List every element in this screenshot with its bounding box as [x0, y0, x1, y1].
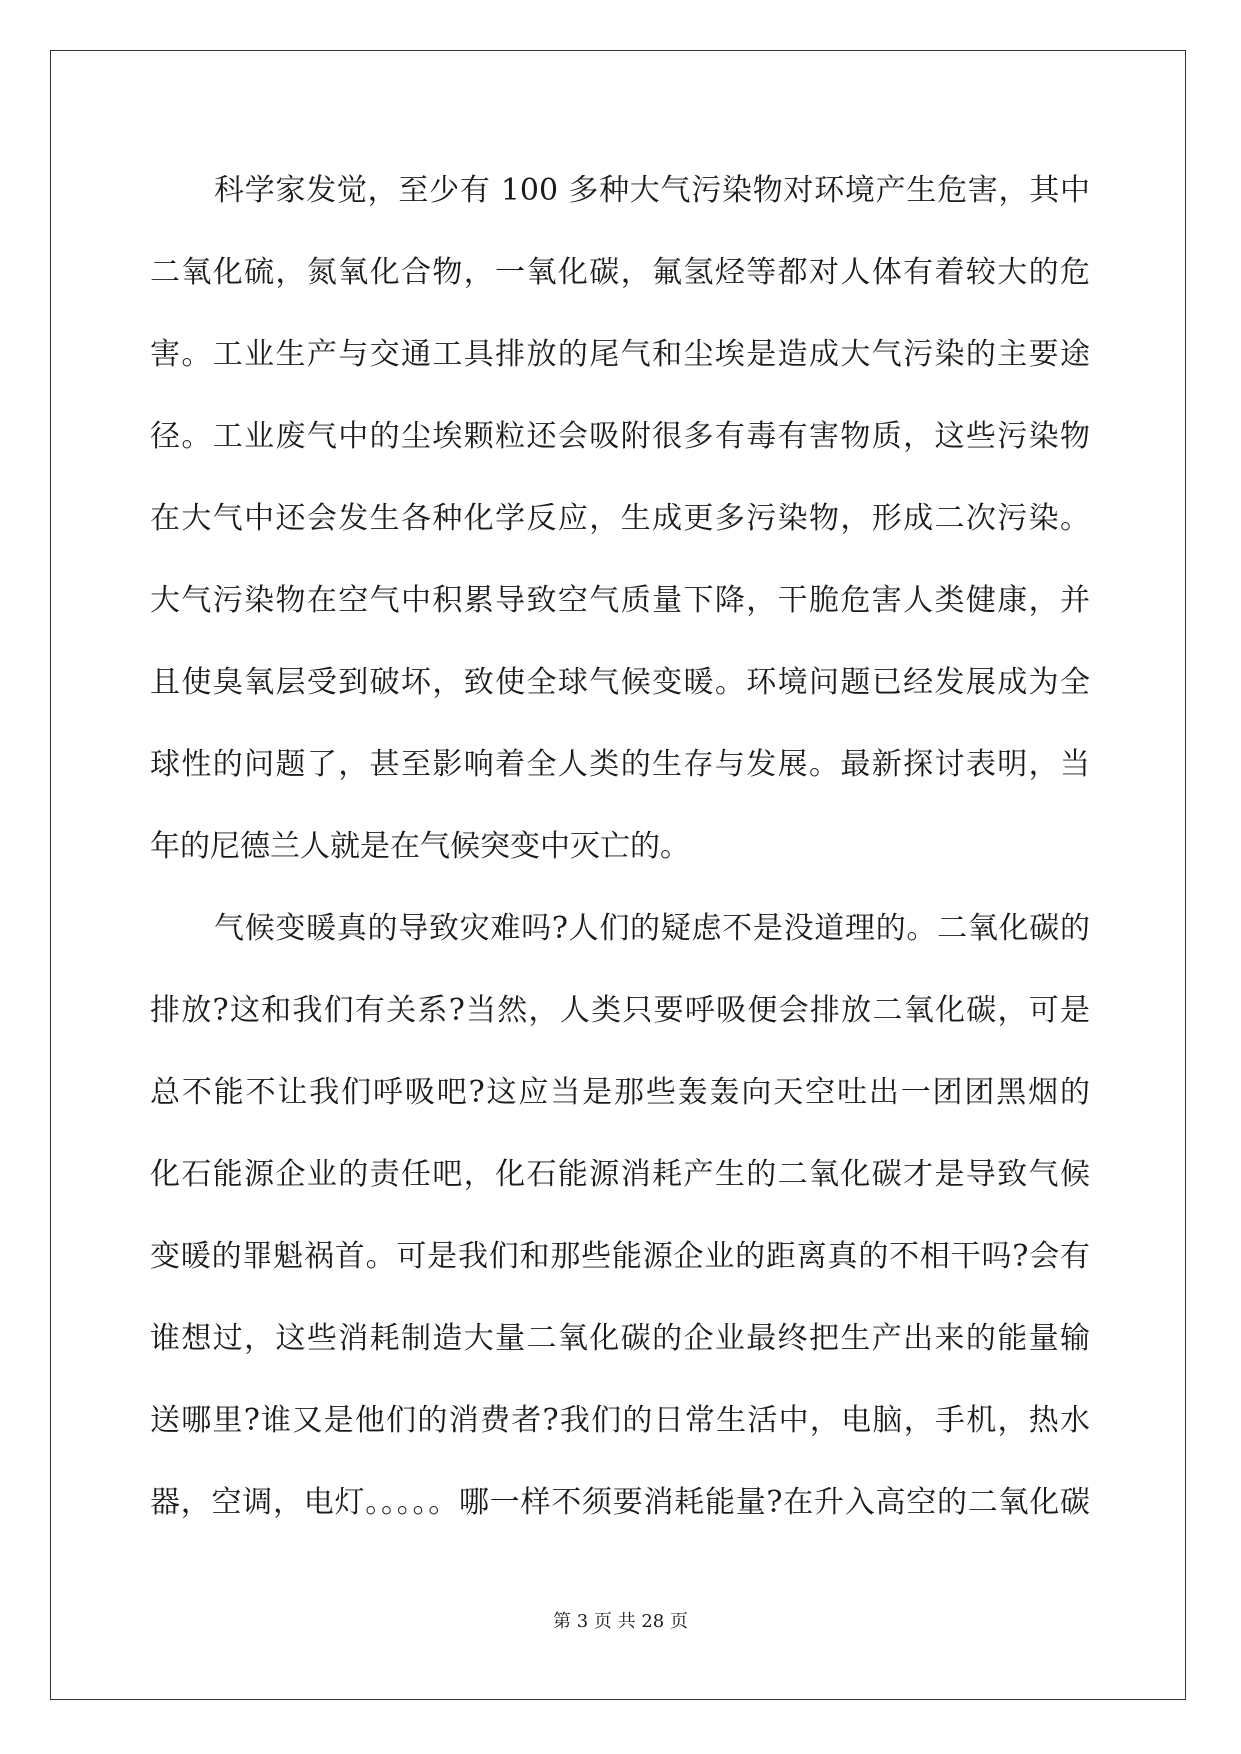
paragraph-line: 化石能源企业的责任吧，化石能源消耗产生的二氧化碳才是导致气候 [150, 1157, 1090, 1192]
paragraph-line: 送哪里?谁又是他们的消费者?我们的日常生活中，电脑，手机，热水 [150, 1403, 1090, 1438]
paragraph-line: 大气污染物在空气中积累导致空气质量下降，干脆危害人类健康，并 [150, 583, 1090, 618]
paragraph-2 [150, 888, 1090, 1544]
paragraph-line: 谁想过，这些消耗制造大量二氧化碳的企业最终把生产出来的能量输 [150, 1321, 1090, 1356]
paragraph-line: 排放?这和我们有关系?当然，人类只要呼吸便会排放二氧化碳，可是 [150, 993, 1090, 1028]
paragraph-line: 器，空调，电灯。。。。。哪一样不须要消耗能量?在升入高空的二氧化碳 [150, 1485, 1090, 1520]
paragraph-line: 科学家发觉，至少有 100 多种大气污染物对环境产生危害，其中 [214, 173, 1090, 208]
paragraph-line: 年的尼德兰人就是在气候突变中灭亡的。 [150, 829, 690, 864]
paragraph-line: 变暖的罪魁祸首。可是我们和那些能源企业的距离真的不相干吗?会有 [150, 1239, 1090, 1274]
paragraph-line: 径。工业废气中的尘埃颗粒还会吸附很多有毒有害物质，这些污染物 [150, 419, 1090, 454]
paragraph-line: 害。工业生产与交通工具排放的尾气和尘埃是造成大气污染的主要途 [150, 337, 1090, 372]
paragraph-line: 气候变暖真的导致灾难吗?人们的疑虑不是没道理的。二氧化碳的 [214, 911, 1090, 946]
paragraph-1 [150, 150, 1090, 888]
paragraph-line: 总不能不让我们呼吸吧?这应当是那些轰轰向天空吐出一团团黑烟的 [150, 1075, 1090, 1110]
paragraph-line: 且使臭氧层受到破坏，致使全球气候变暖。环境问题已经发展成为全 [150, 665, 1090, 700]
paragraph-line: 球性的问题了，甚至影响着全人类的生存与发展。最新探讨表明，当 [150, 747, 1090, 782]
page-number-footer: 第 3 页 共 28 页 [553, 1611, 688, 1632]
paragraph-line: 在大气中还会发生各种化学反应，生成更多污染物，形成二次污染。 [150, 501, 1090, 536]
paragraph-line: 二氧化硫，氮氧化合物，一氧化碳，氟氢烃等都对人体有着较大的危 [150, 255, 1090, 290]
document-body [150, 150, 1090, 1544]
